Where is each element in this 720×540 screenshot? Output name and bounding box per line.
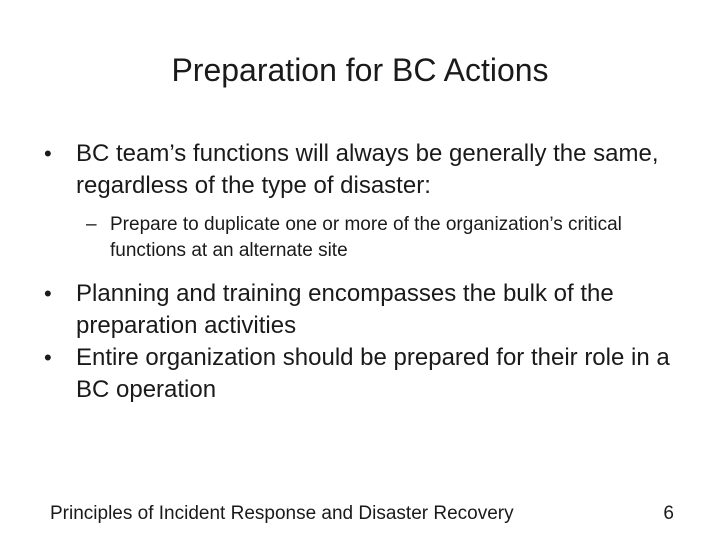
sub-bullet-marker: – <box>86 214 97 235</box>
bullet-list <box>0 138 720 406</box>
bullet-item <box>0 342 676 406</box>
slide-title: Preparation for BC Actions <box>171 52 549 88</box>
bullet-item <box>0 278 676 342</box>
slide-footer: Principles of Incident Response and Disaster Recovery <box>50 503 514 524</box>
bullet-marker: • <box>44 281 52 306</box>
bullet-text: BC team’s functions will always be generally the same, regardless of the type of disaster: <box>76 140 659 199</box>
bullet-marker: • <box>44 345 52 370</box>
bullet-item <box>0 138 676 202</box>
bullet-text: Planning and training encompasses the bulk of the preparation activities <box>76 280 614 339</box>
sub-bullet-text: Prepare to duplicate one or more of the organization’s critical functions at an alternate site <box>110 214 622 261</box>
bullet-text: Entire organization should be prepared for their role in a BC operation <box>76 344 670 403</box>
sub-bullet-item <box>0 212 670 264</box>
bullet-marker: • <box>44 141 52 166</box>
page-number: 6 <box>663 503 674 524</box>
